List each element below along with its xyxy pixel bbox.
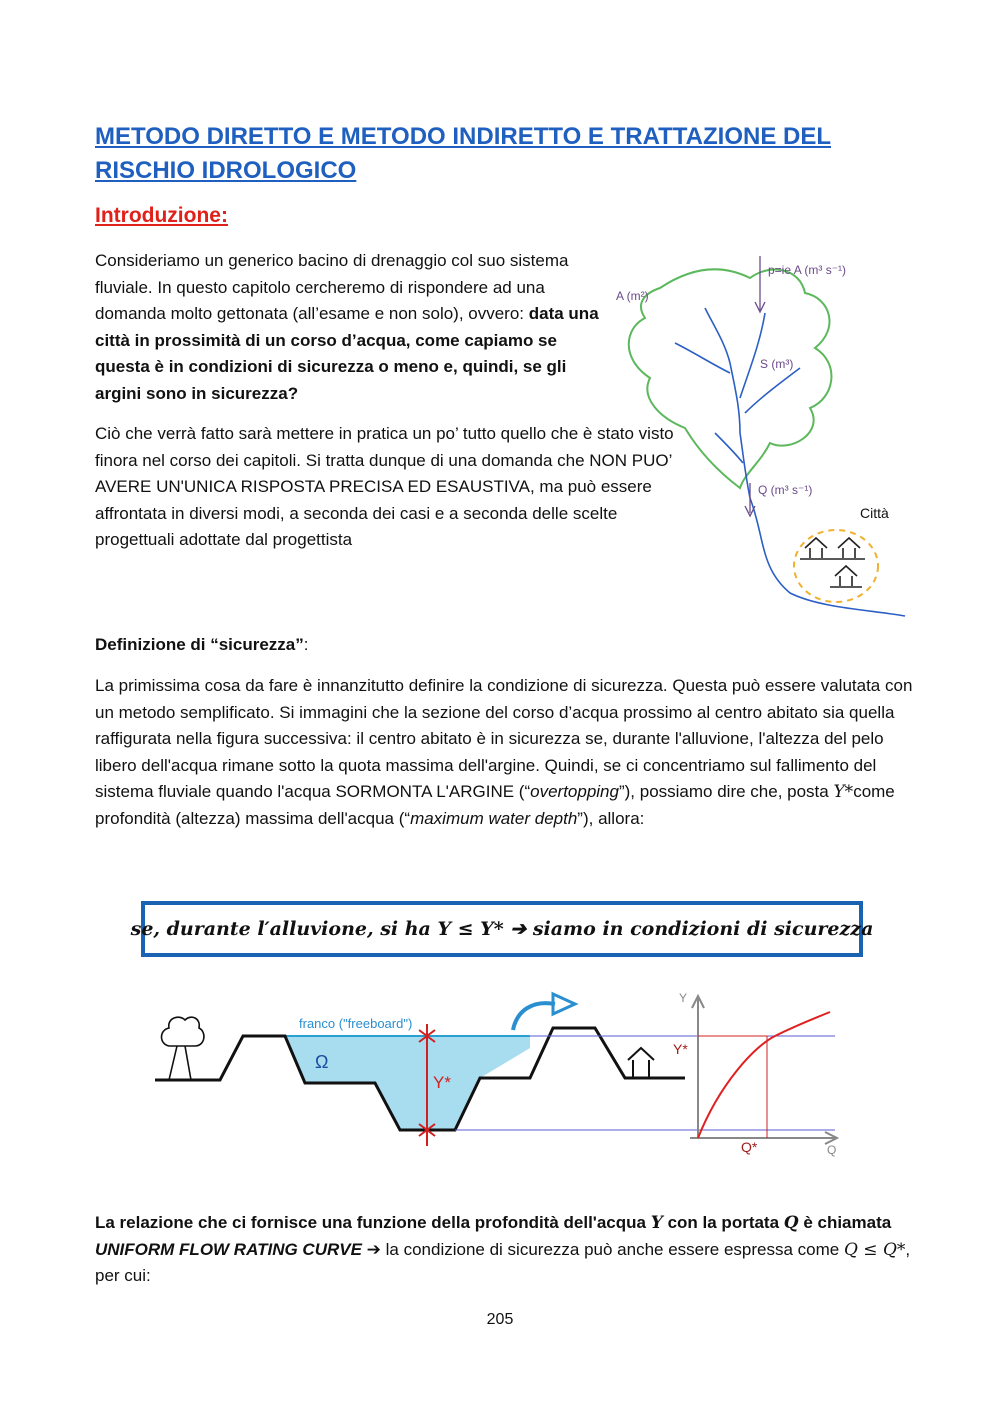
city-outline	[794, 530, 878, 602]
label-ystar-axis: Y*	[673, 1041, 688, 1057]
overtopping-arrow-icon	[513, 994, 575, 1030]
page-title: METODO DIRETTO E METODO INDIRETTO E TRATTAZIONE DEL RISCHIO IDROLOGICO	[95, 123, 832, 184]
label-storage: S (m³)	[760, 357, 794, 371]
intro-paragraph-1	[95, 248, 605, 407]
rating-math-q: Q	[783, 1213, 799, 1233]
safety-text-f: ”), allora:	[577, 808, 645, 828]
safety-formula: se, durante l′alluvione, si ha Y ≤ Y* ➔ siamo in condizioni di sicurezza	[141, 901, 863, 957]
safety-heading	[95, 632, 915, 659]
basin-figure	[600, 248, 910, 628]
house-icon	[800, 538, 865, 587]
safety-text-c: ”), possiamo dire che, posta	[618, 782, 834, 801]
rating-rest-b: , per cui:	[95, 1239, 911, 1285]
label-freeboard: franco ("freeboard")	[299, 1016, 413, 1031]
label-rainfall: p=ie A (m³ s⁻¹)	[768, 263, 847, 277]
rating-bold-b: con la portata	[662, 1213, 784, 1232]
label-axis-y: Y	[679, 991, 688, 1005]
safety-heading-text: Definizione di “sicurezza”	[95, 635, 304, 654]
rating-arrow: ➔	[361, 1239, 386, 1259]
rating-curve-name: UNIFORM FLOW RATING CURVE	[95, 1239, 362, 1259]
rating-math-y: Y	[650, 1213, 663, 1233]
rating-rest-a: la condizione di sicurezza può anche essere espressa come	[385, 1239, 844, 1259]
label-discharge: Q (m³ s⁻¹)	[758, 483, 813, 497]
safety-text-a: La primissima cosa da fare è innanzitutto definire la condizione di sicurezza. Questa può essere valutata con un metodo semplificato. Si immagini che la sezione del corso d’acqua prossimo al centro abitato sia quella raffigurata nella figura successiva: il centro abitato è in sicurezza se, durante l'alluvione, l'altezza del pelo libero dell'acqua rimane sotto la quota massima dell'argine. Quindi, se ci concentriamo sul fallimento del sistema fluviale quando l'acqua SORMONTA L'ARGINE (“	[95, 676, 913, 801]
safety-overtopping: overtopping	[530, 782, 619, 801]
rating-paragraph	[95, 1210, 915, 1290]
safety-paragraph	[95, 673, 915, 832]
rating-bold-a: La relazione che ci fornisce una funzione della profondità dell'acqua	[95, 1213, 651, 1232]
label-axis-q: Q	[827, 1143, 837, 1157]
section-figure	[155, 988, 845, 1160]
intro-question: data una città in prossimità di un corso d’acqua, come capiamo se questa è in condizioni di sicurezza o meno e, quindi, se gli argini sono in sicurezza?	[95, 304, 599, 403]
basin-outline	[629, 269, 832, 488]
label-omega: Ω	[315, 1052, 329, 1072]
safety-max-depth: maximum water depth	[410, 808, 578, 828]
intro-text: Consideriamo un generico bacino di drenaggio col suo sistema fluviale. In questo capitolo cercheremo di rispondere ad una domanda molto gettonata (all’esame e non solo), ovvero:	[95, 251, 569, 323]
page-number: 205	[486, 1311, 514, 1328]
label-area: A (m²)	[616, 289, 649, 303]
rating-curve	[698, 1012, 830, 1138]
safety-math-ystar: Y*	[833, 782, 854, 802]
label-ystar-section: Y*	[433, 1073, 451, 1092]
arrow-rainfall	[755, 256, 765, 312]
safety-heading-colon: :	[303, 635, 309, 654]
label-qstar: Q*	[741, 1139, 758, 1155]
intro-paragraph-2: Ciò che verrà fatto sarà mettere in pratica un po’ tutto quello che è stato visto finora nel corso dei capitoli. Si tratta dunque di una domanda che NON PUO’ AVERE UN'UNICA RISPOSTA PRECISA ED ESAUSTIVA, ma può essere affrontata in diversi modi, a seconda dei casi e a seconda delle scelte progettuali adottate dal progettista	[95, 424, 674, 549]
rating-bold-c: è chiamata	[798, 1213, 892, 1232]
safety-text-d: come profondità (altezza) massima dell'acqua (“	[95, 782, 895, 828]
city-label: Città	[860, 505, 889, 521]
house-icon	[628, 1048, 654, 1078]
rating-math-cond: Q ≤ Q*	[843, 1239, 906, 1260]
tree-icon	[162, 1017, 204, 1080]
section-subtitle: Introduzione:	[95, 204, 228, 227]
